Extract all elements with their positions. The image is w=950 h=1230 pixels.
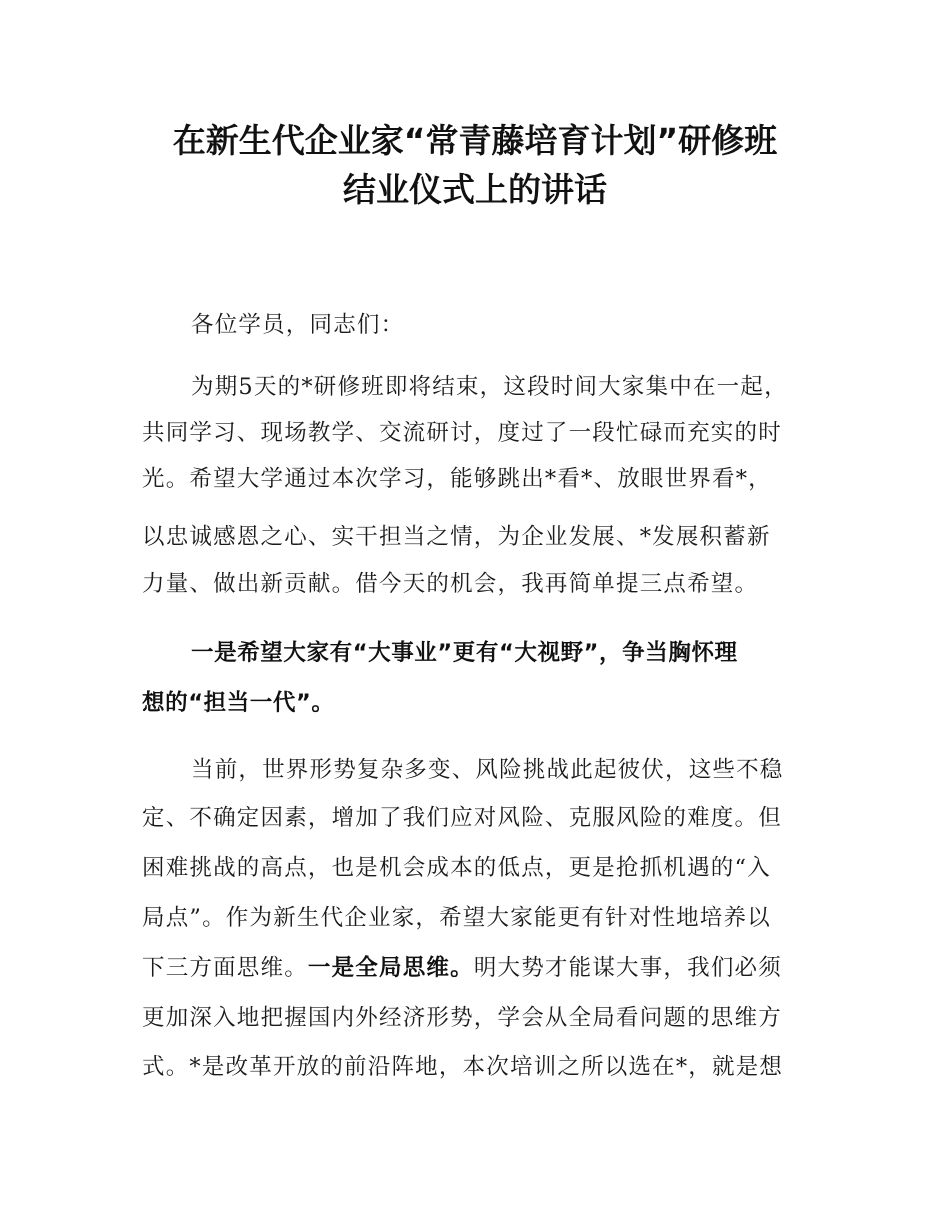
paragraph-2-line-6: 更加深入地把握国内外经济形势，学会从全局看问题的思维方	[142, 1005, 782, 1031]
salutation: 各位学员，同志们：	[191, 312, 405, 338]
paragraph-1-line-2: 共同学习、现场教学、交流研讨，度过了一段忙碌而充实的时	[142, 420, 782, 446]
inline-bold-global-thinking: 一是全局思维。	[307, 955, 474, 981]
paragraph-1-line-3: 光。希望大学通过本次学习，能够跳出*看*、放眼世界看*，	[142, 466, 772, 492]
paragraph-1-line-1: 为期5天的*研修班即将结束，这段时间大家集中在一起，	[191, 374, 788, 400]
paragraph-2-line-5-start: 下三方面思维。	[142, 955, 308, 981]
section-heading-1-line-2: 想的“担当一代”。	[142, 690, 335, 716]
paragraph-2-line-2: 定、不确定因素，增加了我们应对风险、克服风险的难度。但	[142, 805, 782, 831]
paragraph-2-line-1: 当前，世界形势复杂多变、风险挑战此起彼伏，这些不稳	[191, 757, 784, 783]
document-title-line-1: 在新生代企业家“常青藤培育计划”研修班	[172, 121, 778, 160]
paragraph-2-line-5-end: 明大势才能谋大事，我们必须	[473, 955, 782, 981]
paragraph-2-line-7: 式。*是改革开放的前沿阵地，本次培训之所以选在*，就是想	[142, 1054, 784, 1080]
paragraph-2-line-3: 困难挑战的高点，也是机会成本的低点，更是抢抓机遇的“入	[142, 855, 771, 881]
document-title-line-2: 结业仪式上的讲话	[343, 170, 607, 209]
section-heading-1-line-1: 一是希望大家有“大事业”更有“大视野”，争当胸怀理	[191, 640, 738, 666]
paragraph-2-line-4: 局点”。作为新生代企业家，希望大家能更有针对性地培养以	[142, 905, 771, 931]
paragraph-2-line-5	[142, 946, 812, 990]
paragraph-1-line-5: 力量、做出新贡献。借今天的机会，我再简单提三点希望。	[142, 571, 759, 597]
paragraph-1-line-4: 以忠诚感恩之心、实干担当之情，为企业发展、*发展积蓄新	[142, 524, 771, 550]
